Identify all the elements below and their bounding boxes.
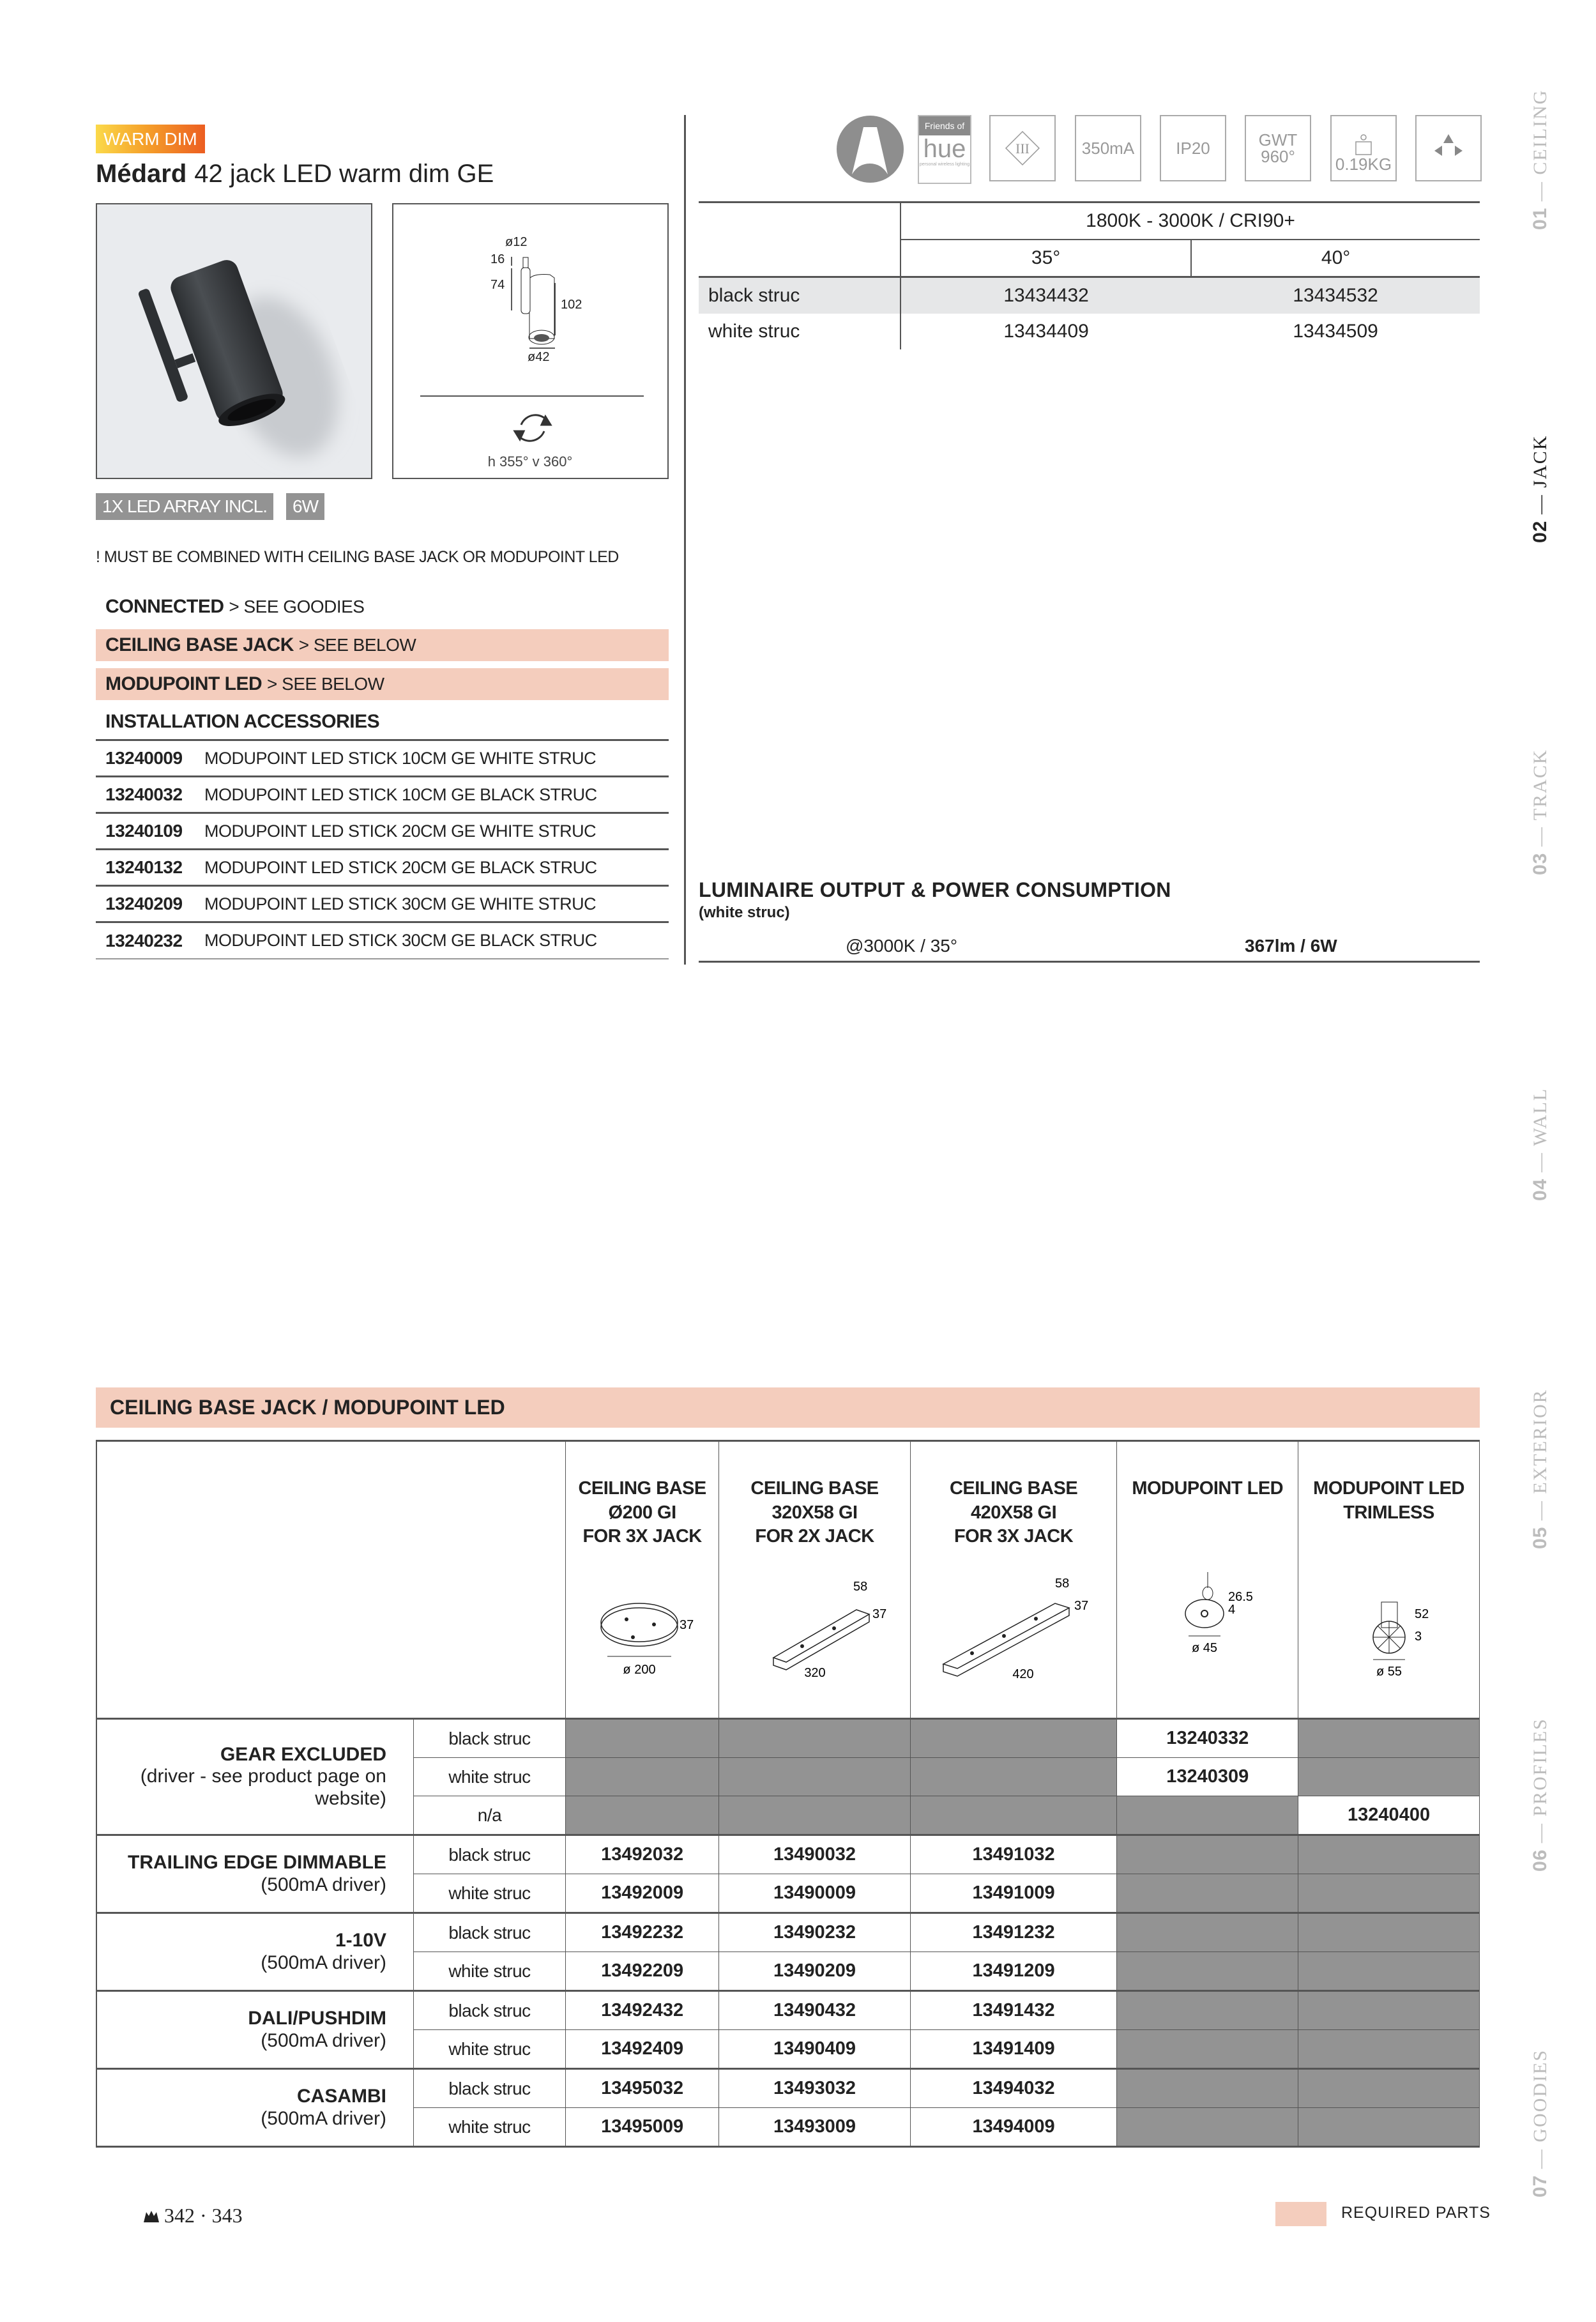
product-subtitle: 42 jack LED warm dim GE: [194, 160, 494, 188]
side-nav-exterior[interactable]: 05 — EXTERIOR: [1530, 1389, 1551, 1549]
luminaire-output-subtitle: (white struc): [699, 904, 790, 921]
table-row: n/a 13240400: [96, 1796, 1480, 1835]
accessory-row: 13240209 MODUPOINT LED STICK 30CM GE WHITE STRUC: [96, 887, 669, 923]
table-row: DALI/PUSHDIM (500mA driver) black struc 13492432 13490432 13491432: [96, 1991, 1480, 2030]
variant-code: 13434532: [1191, 277, 1480, 314]
required-parts-swatch: [1275, 2202, 1326, 2226]
color-spec-header: 1800K - 3000K / CRI90+: [901, 202, 1480, 240]
ceiling-base-table: [96, 1440, 1480, 2148]
table-row: TRAILING EDGE DIMMABLE (500mA driver) black struc 13492032 13490032 13491032: [96, 1835, 1480, 1874]
wattage-tag: 6W: [286, 493, 324, 520]
table-row: white struc 13495009 13493009 13494009: [96, 2108, 1480, 2147]
rotate-icon: [515, 415, 551, 441]
column-header-modupoint: MODUPOINT LED 26.5 4 ø 45: [1117, 1441, 1298, 1719]
svg-text:52: 52: [1414, 1607, 1429, 1622]
section-title-bar: CEILING BASE JACK / MODUPOINT LED: [96, 1387, 1480, 1428]
product-photo: [96, 203, 372, 479]
svg-text:74: 74: [490, 278, 505, 292]
table-row: CASAMBI (500mA driver) black struc 13495032 13493032 13494032: [96, 2069, 1480, 2108]
side-nav-profiles[interactable]: 06 — PROFILES: [1530, 1718, 1551, 1872]
svg-text:h 355° v 360°: h 355° v 360°: [487, 454, 573, 470]
brand-mark-icon: [144, 2211, 159, 2222]
product-name: Médard: [96, 160, 187, 188]
column-header-base-320: CEILING BASE 320X58 GI FOR 2X JACK 58 37 320: [719, 1441, 911, 1719]
table-row: 1-10V (500mA driver) black struc 13492232 13490232 13491232: [96, 1913, 1480, 1952]
accessory-row: 13240009 MODUPOINT LED STICK 10CM GE WHITE STRUC: [96, 741, 669, 777]
brand-logo-icon: [837, 116, 904, 183]
luminaire-output-title: LUMINAIRE OUTPUT & POWER CONSUMPTION: [699, 878, 1171, 901]
svg-text:ø 200: ø 200: [623, 1663, 656, 1677]
svg-text:26.5: 26.5: [1227, 1589, 1253, 1604]
weight-icon: 0.19KG: [1330, 115, 1397, 181]
table-row: white struc 13492009 13490009 13491009: [96, 1874, 1480, 1913]
variant-code: 13434409: [1003, 321, 1089, 342]
connected-link[interactable]: CONNECTED > SEE GOODIES: [105, 596, 365, 617]
accessories-heading: INSTALLATION ACCESSORIES: [96, 704, 669, 741]
svg-text:58: 58: [853, 1580, 867, 1594]
svg-text:37: 37: [872, 1607, 886, 1622]
svg-text:37: 37: [679, 1618, 694, 1633]
required-parts-label: REQUIRED PARTS: [1341, 2204, 1491, 2222]
column-header-base-200: CEILING BASE Ø200 GI FOR 3X JACK 37 ø 200: [566, 1441, 719, 1719]
svg-text:3: 3: [1414, 1630, 1422, 1644]
variant-label: white struc: [699, 314, 901, 349]
column-header-modupoint-trimless: MODUPOINT LED TRIMLESS 52 3 ø 55: [1298, 1441, 1480, 1719]
linear-base-drawing-icon: [911, 1575, 1116, 1690]
variant-label: black struc: [699, 277, 901, 314]
led-array-tag: 1X LED ARRAY INCL.: [96, 493, 273, 520]
modupoint-led-link[interactable]: MODUPOINT LED > SEE BELOW: [96, 668, 669, 700]
variant-code: 13434432: [901, 277, 1191, 314]
side-nav-jack[interactable]: 02 — JACK: [1530, 434, 1551, 543]
side-nav-wall[interactable]: 04 — WALL: [1530, 1087, 1551, 1201]
table-row: GEAR EXCLUDED (driver - see product page on website) black struc 13240332: [96, 1719, 1480, 1758]
table-row: white struc 13492209 13490209 13491209: [96, 1952, 1480, 1991]
product-code: 13240309: [1117, 1758, 1298, 1796]
friends-of-hue-icon: Friends of hue personal wireless lighting: [918, 115, 971, 184]
output-condition: @3000K / 35°: [846, 936, 958, 956]
beam-40-header: 40°: [1321, 247, 1351, 268]
accessory-row: 13240109 MODUPOINT LED STICK 20CM GE WHITE STRUC: [96, 814, 669, 850]
product-code: 13240400: [1298, 1796, 1480, 1835]
side-nav-track[interactable]: 03 — TRACK: [1530, 749, 1551, 875]
current-icon: 350mA: [1075, 115, 1141, 181]
table-row: white struc 13240309: [96, 1758, 1480, 1796]
ip-rating-icon: IP20: [1160, 115, 1226, 181]
accessory-row: 13240232 MODUPOINT LED STICK 30CM GE BLACK STRUC: [96, 923, 669, 959]
product-title: [96, 160, 494, 188]
adjustable-icon: [1415, 115, 1482, 181]
table-row: white struc 13492409 13490409 13491409: [96, 2030, 1480, 2069]
svg-text:III: III: [1015, 141, 1030, 157]
svg-text:420: 420: [1012, 1667, 1034, 1682]
page-number: 342 · 343: [144, 2204, 243, 2227]
modupoint-drawing-icon: [1117, 1569, 1298, 1684]
svg-text:58: 58: [1055, 1577, 1070, 1591]
gwt-icon: GWT 960°: [1245, 115, 1311, 181]
linear-base-drawing-icon: [719, 1575, 910, 1690]
round-base-drawing-icon: [566, 1575, 718, 1690]
technical-drawing: [392, 203, 669, 479]
warm-dim-badge: WARM DIM: [96, 125, 205, 153]
svg-text:ø12: ø12: [505, 235, 528, 249]
side-nav-ceiling[interactable]: 01 — CEILING: [1530, 89, 1551, 230]
dimension-drawing-icon: [393, 204, 667, 478]
svg-text:320: 320: [803, 1666, 826, 1681]
column-header-base-420: CEILING BASE 420X58 GI FOR 3X JACK 58 37 420: [910, 1441, 1116, 1719]
variant-code: 13434509: [1293, 321, 1378, 342]
output-value: 367lm / 6W: [1245, 936, 1337, 956]
svg-text:16: 16: [490, 252, 505, 266]
variant-table: [699, 201, 1480, 349]
svg-text:4: 4: [1227, 1602, 1235, 1617]
accessory-row: 13240132 MODUPOINT LED STICK 20CM GE BLACK STRUC: [96, 850, 669, 887]
accessory-row: 13240032 MODUPOINT LED STICK 10CM GE BLACK STRUC: [96, 777, 669, 814]
svg-text:102: 102: [561, 298, 582, 312]
svg-text:ø 45: ø 45: [1191, 1640, 1217, 1655]
beam-35-header: 35°: [901, 240, 1191, 277]
svg-text:ø42: ø42: [528, 350, 550, 364]
column-divider: [684, 115, 686, 965]
spotlight-photo-icon: [97, 204, 371, 478]
modupoint-trimless-drawing-icon: [1298, 1593, 1479, 1707]
svg-text:37: 37: [1074, 1599, 1089, 1614]
combination-note: ! MUST BE COMBINED WITH CEILING BASE JACK OR MODUPOINT LED: [96, 548, 619, 566]
product-code: 13240332: [1117, 1719, 1298, 1758]
side-nav-goodies[interactable]: 07 — GOODIES: [1530, 2049, 1551, 2197]
luminaire-output-row: [699, 929, 1480, 963]
ceiling-base-jack-link[interactable]: CEILING BASE JACK > SEE BELOW: [96, 629, 669, 661]
svg-text:ø 55: ø 55: [1376, 1665, 1402, 1679]
class-iii-icon: [989, 115, 1056, 181]
